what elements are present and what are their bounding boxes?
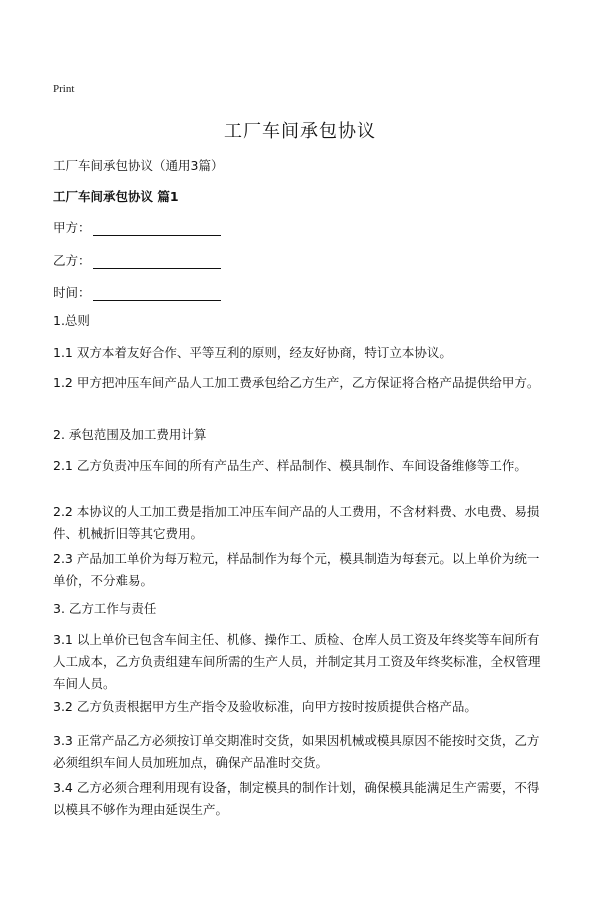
time-field: [53, 283, 221, 301]
time-blank-line: [93, 288, 221, 301]
paragraph: 3. 乙方工作与责任: [53, 601, 157, 616]
party-b-field: [53, 251, 221, 269]
paragraph: 2.3 产品加工单价为每万粒元，样品制作为每个元，模具制造为每套元。以上单价为统一单价，不分难易。: [53, 551, 540, 588]
print-label: Print: [53, 83, 75, 95]
paragraph: 1.1 双方本着友好合作、平等互利的原则，经友好协商，特订立本协议。: [53, 345, 452, 360]
paragraph: 3.2 乙方负责根据甲方生产指令及验收标准，向甲方按时按质提供合格产品。: [53, 699, 477, 714]
paragraph: 1.2 甲方把冲压车间产品人工加工费承包给乙方生产，乙方保证将合格产品提供给甲方。: [53, 375, 540, 390]
paragraph: 2.2 本协议的人工加工费是指加工冲压车间产品的人工费用，不含材料费、水电费、易损件、机械折旧等其它费用。: [53, 504, 540, 541]
paragraph: 1.总则: [53, 313, 90, 328]
paragraph: 3.1 以上单价已包含车间主任、机修、操作工、质检、仓库人员工资及年终奖等车间所有人工成本，乙方负责组建车间所需的生产人员，并制定其月工资及年终奖标准，全权管理车间人员。: [53, 632, 541, 691]
paragraph: 3.4 乙方必须合理利用现有设备，制定模具的制作计划，确保模具能满足生产需要，不得以模具不够作为理由延误生产。: [53, 780, 540, 817]
document-title: 工厂车间承包协议: [224, 121, 376, 142]
document-subtitle: 工厂车间承包协议（通用3篇）: [53, 158, 224, 173]
party-b-label: 乙方：: [53, 253, 91, 268]
paragraph: 2.1 乙方负责冲压车间的所有产品生产、样品制作、模具制作、车间设备维修等工作。: [53, 458, 527, 473]
time-label: 时间：: [53, 285, 91, 300]
paragraph: 2. 承包范围及加工费用计算: [53, 427, 207, 442]
party-a-blank-line: [93, 223, 221, 236]
section-title: 工厂车间承包协议 篇1: [53, 189, 179, 204]
paragraph: 3.3 正常产品乙方必须按订单交期准时交货，如果因机械或模具原因不能按时交货，乙方必须组织车间人员加班加点，确保产品准时交货。: [53, 733, 540, 770]
party-a-label: 甲方：: [53, 220, 91, 235]
party-b-blank-line: [93, 256, 221, 269]
party-a-field: [53, 218, 221, 236]
